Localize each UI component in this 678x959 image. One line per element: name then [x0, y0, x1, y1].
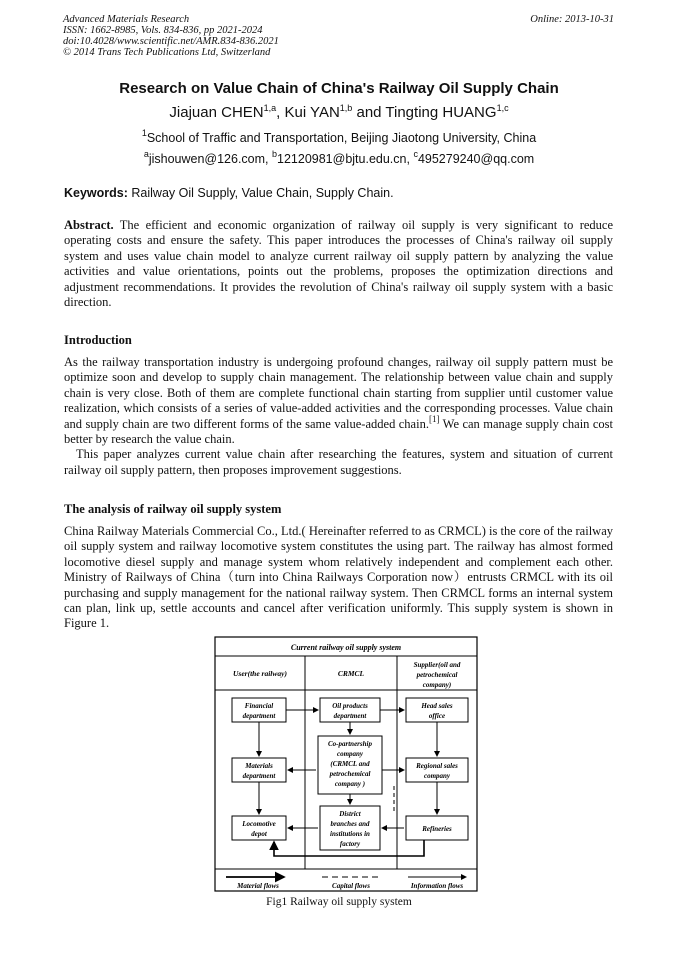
paper-title: Research on Value Chain of China's Railway Oil Supply Chain [119, 80, 559, 97]
box-label: company ) [334, 780, 366, 788]
doi-line: doi:10.4028/www.scientific.net/AMR.834-836.2021 [63, 36, 279, 47]
email-address: 495279240@qq.com [417, 152, 535, 166]
email-line [0, 149, 678, 166]
box-label: department [333, 712, 367, 720]
box-label: Head sales [421, 702, 453, 710]
box-label: Regional sales [416, 762, 458, 770]
intro-p1-text: As the railway transportation industry is undergoing profound changes, railway oil supply pattern must be optimize soon and develop to supply chain management. The relationship between value chain and supply chain is very close. Both of them are complete functional chain starting from supplier until customer value realization, which consists of a series of value-added activities and the corresponding processes. Value chain and supply chain are two different forms of the same value-added chain. [64, 355, 613, 431]
column-user: User(the railway) [233, 669, 287, 678]
author-list [0, 104, 678, 121]
email-sup: c [413, 149, 418, 159]
author-sup: 1,b [339, 103, 353, 113]
email-sup: a [143, 149, 149, 159]
figure-caption: Fig1 Railway oil supply system [266, 896, 412, 908]
intro-p1-tail: We can manage supply chain cost better by research the value chain. [64, 416, 613, 447]
column-supplier: company) [422, 681, 452, 689]
author-name: Tingting HUANG [385, 104, 497, 121]
affiliation-text: School of Traffic and Transportation, Beijing Jiaotong University, China [146, 131, 537, 145]
legend-capital: Capital flows [332, 882, 370, 890]
affiliation [0, 128, 678, 145]
column-supplier: Supplier(oil and [413, 661, 461, 669]
box-label: depot [251, 830, 267, 838]
section-heading-introduction: Introduction [64, 333, 132, 347]
online-date: Online: 2013-10-31 [530, 14, 614, 25]
keywords-text: Railway Oil Supply, Value Chain, Supply Chain. [127, 186, 394, 200]
box-label: branches and [330, 820, 370, 828]
journal-name: Advanced Materials Research [63, 14, 190, 25]
box-label: company [336, 750, 364, 758]
box-label: factory [339, 840, 361, 848]
author-sep: and [352, 104, 386, 121]
box-label: Financial [244, 702, 274, 710]
figure-title: Current railway oil supply system [290, 643, 402, 652]
affiliation-sup: 1 [141, 128, 147, 138]
author-sep: , [276, 104, 285, 121]
analysis-paragraph: China Railway Materials Commercial Co., Ltd.( Hereinafter referred to as CRMCL) is the core of the railway oil supply system and railway locomotive system constitutes the using part. The railway has almost formed locomotive diesel supply and manage system whom relatively independent and complement each other. Ministry of Railways of China（turn into China Railways Corporation now）entrusts CRMCL with its oil purchasing and supply management for the national railway system. Then CRMCL forms an internal system can plan, link up, settle accounts and cancel after verification uniformly. This supply system is shown in Figure 1. [64, 524, 613, 631]
box-label: Refineries [422, 825, 452, 833]
section-heading-analysis: The analysis of railway oil supply system [64, 502, 282, 516]
abstract-label: Abstract. [64, 218, 114, 232]
box-label: Materials [245, 762, 273, 770]
email-address: 12120981@bjtu.edu.cn, [277, 152, 414, 166]
author-name: Kui YAN [284, 104, 340, 121]
box-label: (CRMCL and [330, 760, 370, 768]
box-label: District [339, 810, 361, 818]
keywords-label: Keywords: [64, 186, 128, 200]
author-sup: 1,a [263, 103, 277, 113]
box-label: institutions in [330, 830, 370, 838]
box-label: Oil products [332, 702, 368, 710]
legend-material: Material flows [237, 882, 279, 890]
author-sup: 1,c [496, 103, 509, 113]
copyright-line: © 2014 Trans Tech Publications Ltd, Switzerland [63, 47, 271, 58]
box-label: company [423, 772, 451, 780]
abstract-text: The efficient and economic organization of railway oil supply is very significant to reduce operating costs and ensure the safety. This paper introduces the processes of China's railway oil supply system and uses value chain model to analyze current railway oil supply pattern by analyzing the value activities and value orientations, points out the problems, proposes the optimization directions and adjustment recommendations. It provides the revolution of China's railway oil supply system with a basic direction. [64, 218, 613, 310]
figure-oil-supply-system [214, 636, 478, 892]
box-label: Locomotive [242, 820, 276, 828]
column-supplier: petrochemical [416, 671, 458, 679]
legend-information: Information flows [410, 882, 464, 890]
keywords [64, 186, 394, 200]
box-label: petrochemical [329, 770, 371, 778]
email-sup: b [272, 149, 278, 159]
email-address: jishouwen@126.com, [148, 152, 272, 166]
citation-ref: [1] [428, 413, 440, 424]
intro-paragraph [64, 355, 613, 478]
column-crmcl: CRMCL [337, 669, 365, 678]
author-name: Jiajuan CHEN [169, 104, 264, 121]
issn-line: ISSN: 1662-8985, Vols. 834-836, pp 2021-2024 [63, 25, 263, 36]
journal-header [63, 14, 279, 58]
abstract [64, 218, 613, 310]
box-label: office [428, 712, 446, 720]
box-label: Co-partnership [328, 740, 372, 748]
box-label: department [242, 712, 276, 720]
box-label: department [242, 772, 276, 780]
intro-p2-text: This paper analyzes current value chain after researching the features, system and situation of current railway oil supply pattern, then proposes improvement suggestions. [64, 447, 613, 477]
